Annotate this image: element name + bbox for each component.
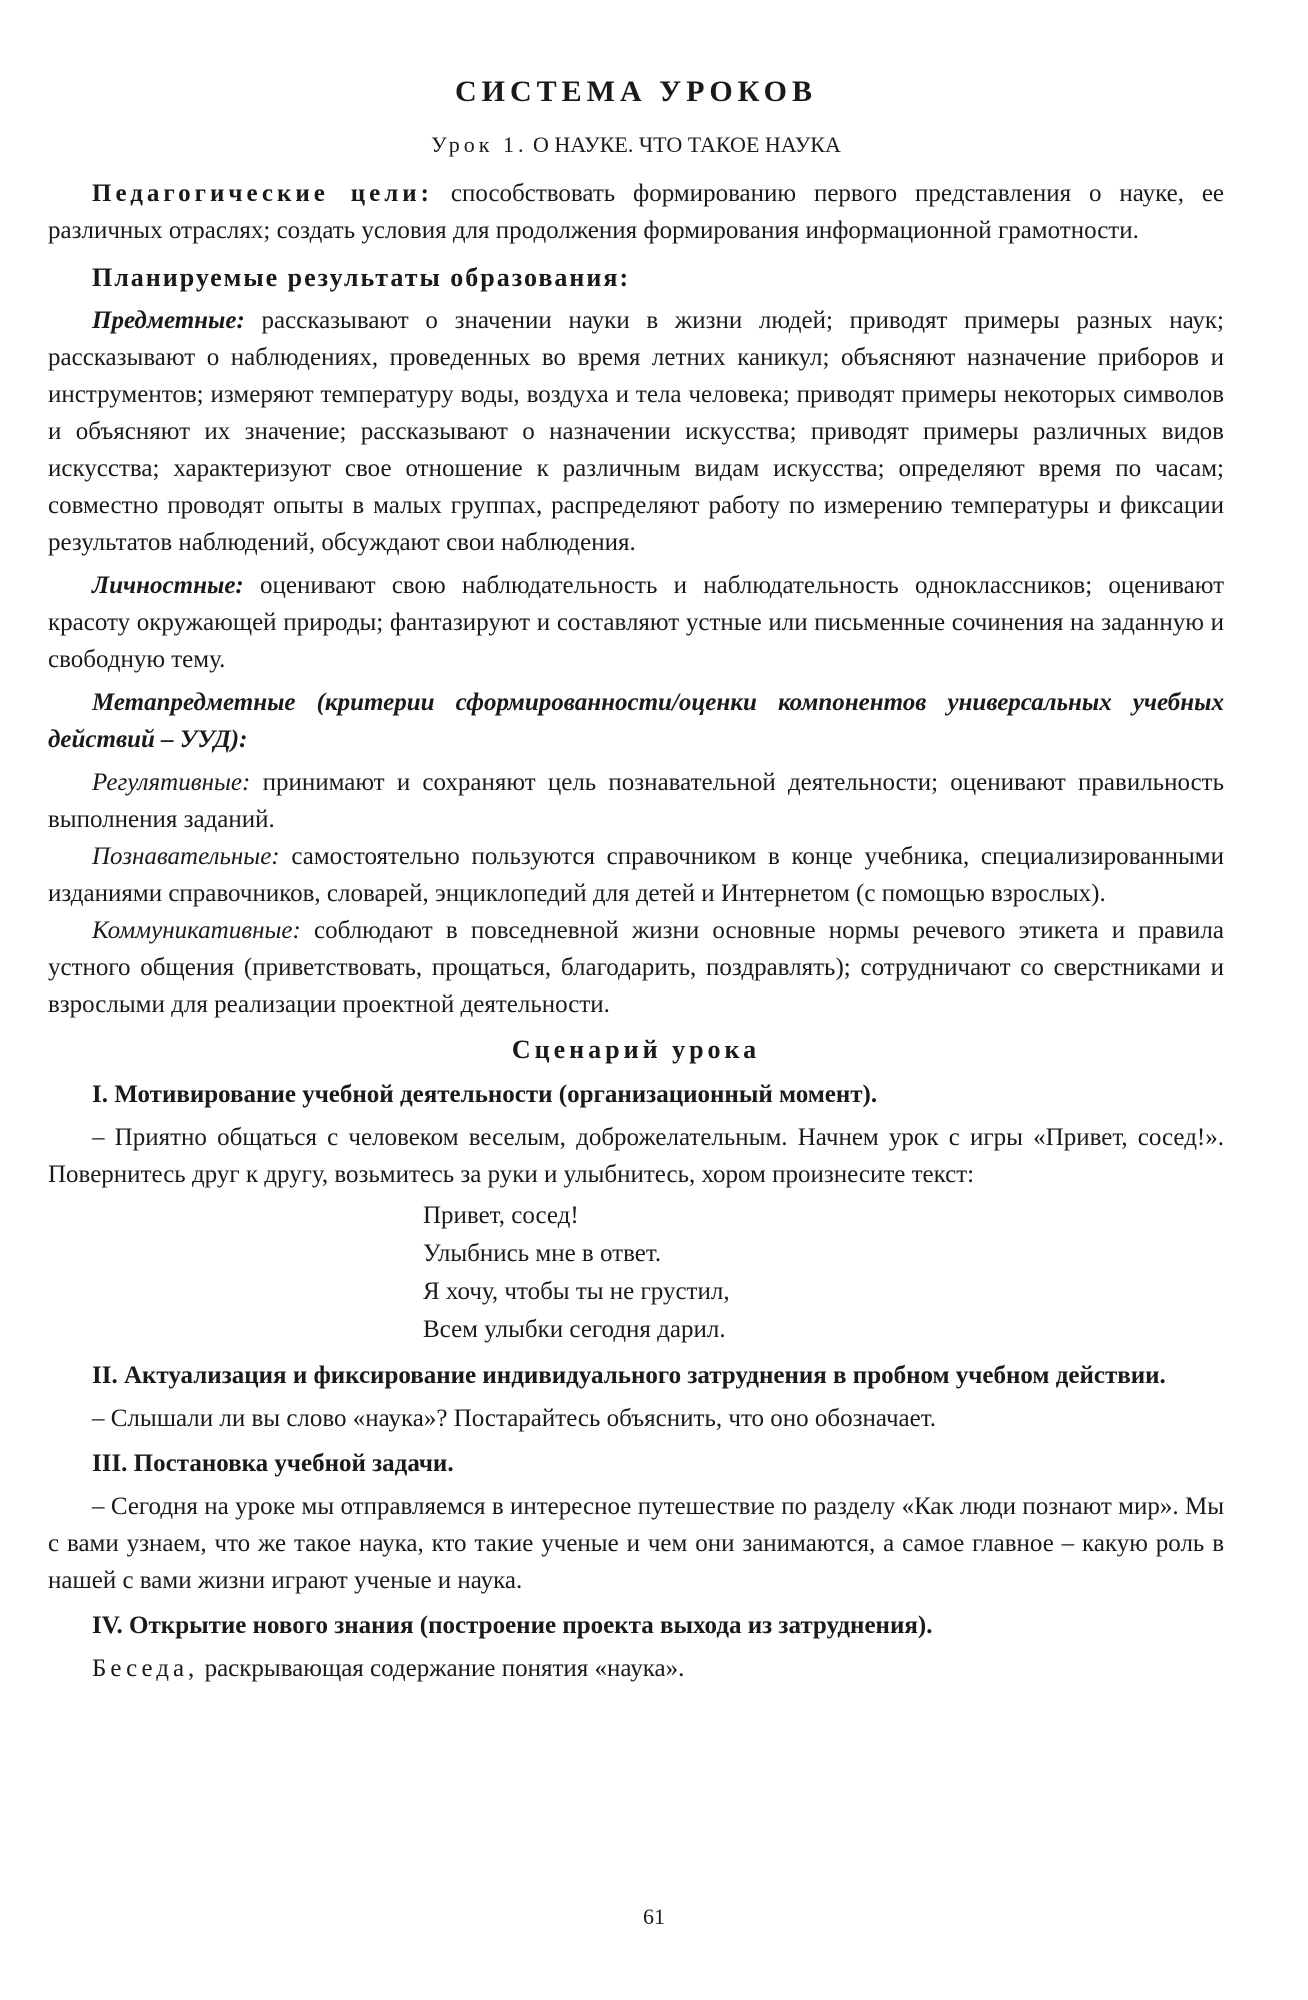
personal-results-text: оценивают свою наблюдательность и наблюдательность одноклассников; оценивают красоту окружающей природы; фантазируют и составляют устные или письменные сочинения на заданную и свободную тему. (48, 572, 1224, 673)
communicative-text: соблюдают в повседневной жизни основные нормы речевого этикета и правила устного общения (приветствовать, прощаться, благодарить, поздравлять); сотрудничают со сверстниками и взрослыми для реализации проектной деятельности. (48, 917, 1224, 1018)
poem-line: Я хочу, чтобы ты не грустил, (423, 1278, 730, 1305)
step4-paragraph (48, 1650, 1224, 1687)
subject-results-text: рассказывают о значении науки в жизни людей; приводят примеры разных наук; рассказывают о наблюдениях, проведенных во время летних каникул; объясняют назначение приборов и инструментов; измеряют температуру воды, воздуха и тела человека; приводят примеры некоторых символов и объясняют их значение; рассказывают о назначении искусства; приводят примеры различных видов искусства; характеризуют свое отношение к различным видам искусства; определяют время по часам; совместно проводят опыты в малых группах, распределяют работу по измерению температуры и фиксации результатов наблюдений, обсуждают свои наблюдения. (48, 307, 1225, 556)
lesson-title: О НАУКЕ. ЧТО ТАКОЕ НАУКА (532, 132, 841, 157)
scenario-heading: Сценарий урока (511, 1035, 761, 1064)
cognitive-text: самостоятельно пользуются справочником в конце учебника, специализированными изданиями справочников, словарей, энциклопедий для детей и Интернетом (с помощью взрослых). (48, 843, 1224, 907)
page-number: 61 (643, 1904, 665, 1929)
step1-text: – Приятно общаться с человеком веселым, доброжелательным. Начнем урок с игры «Привет, сосед!». Повернитесь друг к другу, возьмитесь за руки и улыбнитесь, хором произнесите текст: (48, 1124, 1224, 1188)
goals-paragraph (48, 175, 1224, 249)
poem (423, 1197, 1224, 1349)
subject-results-paragraph (48, 302, 1224, 561)
goals-label: Педагогические цели: (92, 180, 433, 207)
regulatory-label: Регулятивные: (92, 769, 251, 796)
lesson-heading (48, 126, 1224, 163)
poem-line: Привет, сосед! (423, 1202, 579, 1229)
cognitive-label: Познавательные: (92, 843, 280, 870)
cognitive-paragraph (48, 838, 1224, 912)
personal-results-label: Личностные: (92, 572, 244, 599)
step3-title: III. Постановка учебной задачи. (92, 1450, 454, 1477)
subject-results-label: Предметные: (92, 307, 245, 334)
step2-title: II. Актуализация и фиксирование индивидуального затруднения в пробном учебном действии. (92, 1362, 1166, 1389)
personal-results-paragraph (48, 567, 1224, 678)
poem-line: Всем улыбки сегодня дарил. (423, 1316, 726, 1343)
step4-text: раскрывающая содержание понятия «наука». (204, 1655, 685, 1682)
goals-text: способствовать формированию первого представления о науке, ее различных отраслях; создать условия для продолжения формирования информационной грамотности. (48, 180, 1225, 244)
page-content (48, 72, 1224, 1687)
communicative-paragraph (48, 912, 1224, 1023)
poem-line: Улыбнись мне в ответ. (423, 1240, 662, 1267)
regulatory-text: принимают и сохраняют цель познавательной деятельности; оценивают правильность выполнения заданий. (48, 769, 1224, 833)
step4-label: Беседа, (92, 1655, 199, 1682)
step1-title: I. Мотивирование учебной деятельности (организационный момент). (92, 1081, 878, 1108)
step4-title: IV. Открытие нового знания (построение проекта выхода из затруднения). (92, 1612, 933, 1639)
communicative-label: Коммуникативные: (92, 917, 301, 944)
meta-results-heading: Метапредметные (критерии сформированности/оценки компонентов универсальных учебных действий – УУД): (48, 689, 1224, 753)
step2-text: – Слышали ли вы слово «наука»? Постарайтесь объяснить, что оно обозначает. (92, 1405, 937, 1432)
results-heading: Планируемые результаты образования: (92, 263, 631, 292)
step3-text: – Сегодня на уроке мы отправляемся в интересное путешествие по разделу «Как люди познают мир». Мы с вами узнаем, что же такое наука, кто такие ученые и чем они занимаются, а самое главное – какую роль в нашей с вами жизни играют ученые и наука. (48, 1493, 1224, 1594)
regulatory-paragraph (48, 764, 1224, 838)
lesson-label: Урок 1. (431, 132, 528, 157)
page-title: СИСТЕМА УРОКОВ (454, 75, 818, 108)
